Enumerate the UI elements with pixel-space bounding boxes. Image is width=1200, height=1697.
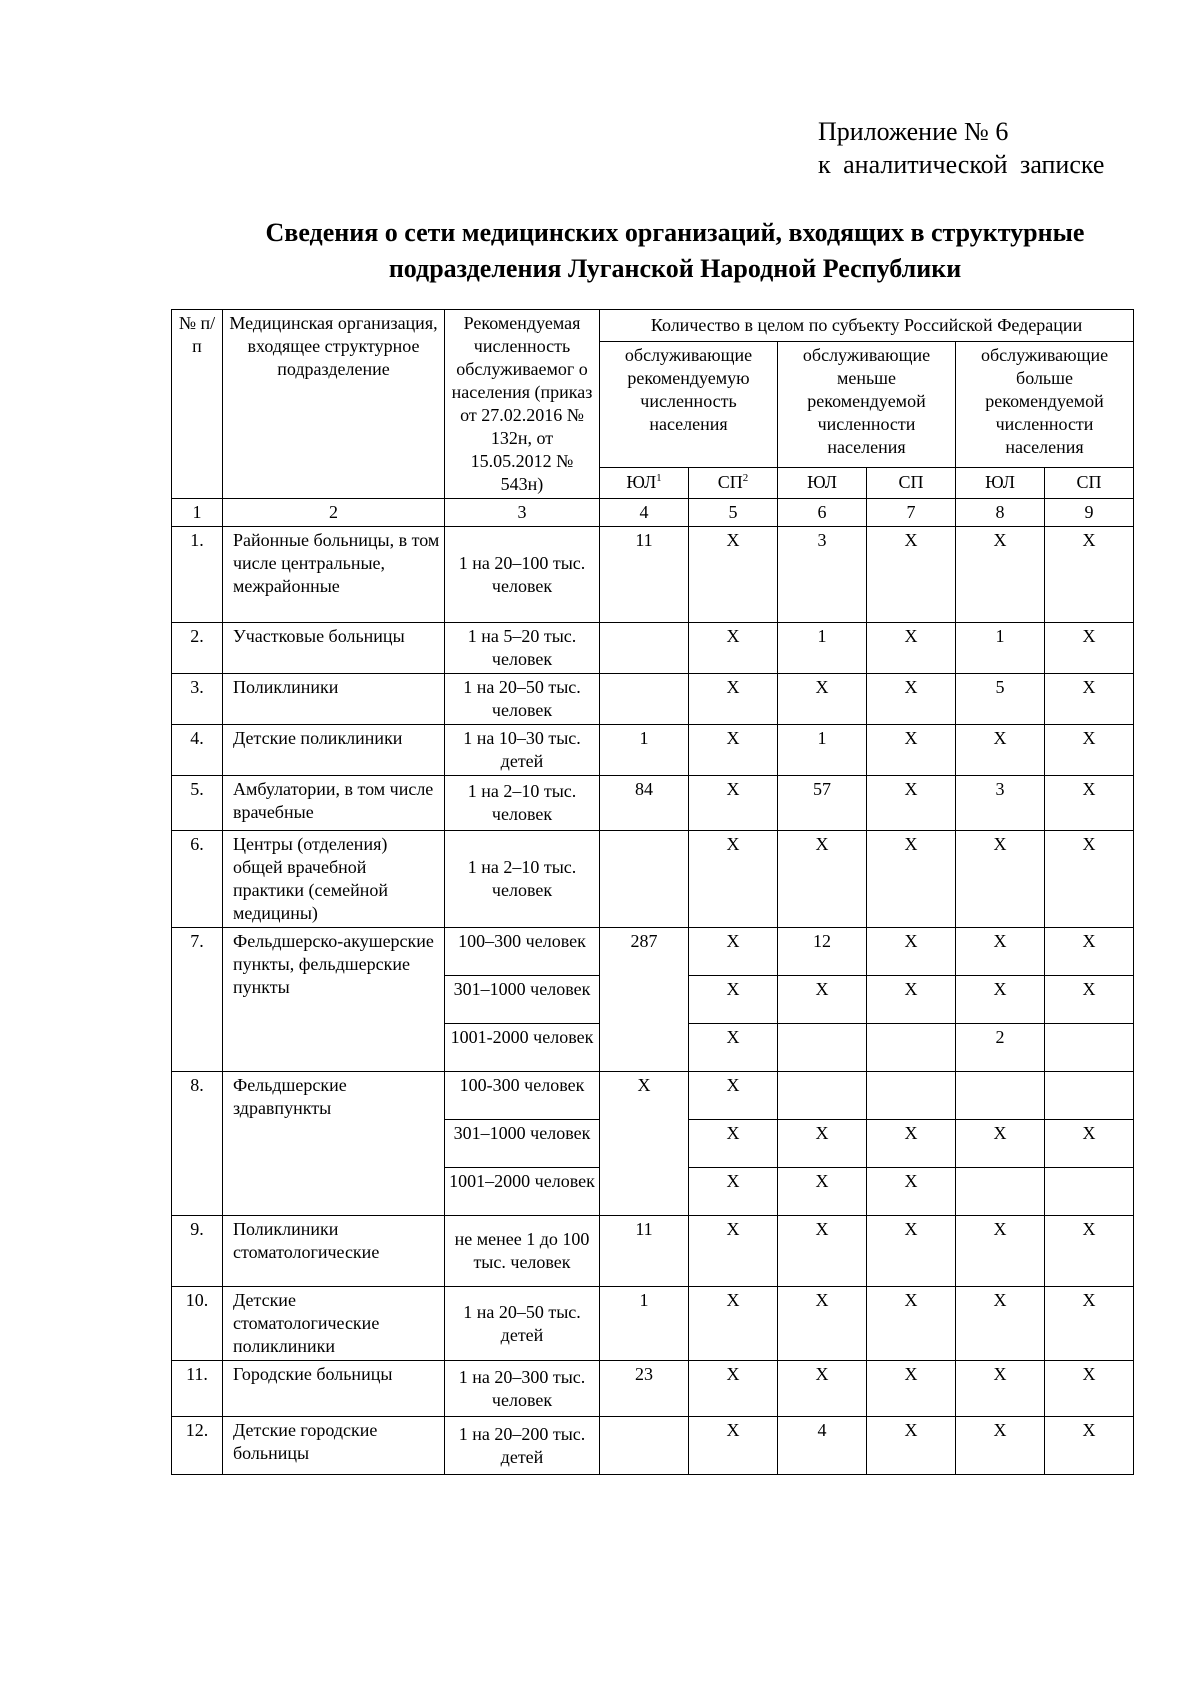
col-number: 5 [689,499,778,527]
value-col-7: Х [867,831,956,928]
recommended-population: 1001-2000 человек [445,1024,600,1072]
row-number: 11. [172,1361,223,1417]
organization-name: Участковые больницы [223,623,445,674]
recommended-population: 1 на 2–10 тыс. человек [445,831,600,928]
footnote-1: 1 [656,472,662,485]
organization-name: Детские стоматологические поликлиники [223,1287,445,1361]
value-col-6: 1 [778,725,867,776]
header-group-less: обслуживающие меньше рекомендуемой численности населения [778,342,956,468]
recommended-population: 100–300 человек [445,928,600,976]
value-col-9: Х [1045,623,1134,674]
value-col-9: Х [1045,928,1134,976]
value-col-9: Х [1045,527,1134,623]
value-col-9 [1045,1024,1134,1072]
value-col-6: 1 [778,623,867,674]
value-col-6: 57 [778,776,867,831]
value-col-9: Х [1045,1417,1134,1475]
table-row [172,831,1134,928]
header-sp-7: СП [867,467,956,498]
value-col-7: Х [867,976,956,1024]
row-number: 4. [172,725,223,776]
value-col-4: 1 [600,725,689,776]
value-col-7: Х [867,1216,956,1287]
value-col-4: 23 [600,1361,689,1417]
value-col-6: Х [778,1216,867,1287]
value-col-6: 4 [778,1417,867,1475]
value-col-5: Х [689,527,778,623]
row-number: 6. [172,831,223,928]
organization-name: Детские городские больницы [223,1417,445,1475]
value-col-5: Х [689,1072,778,1120]
organization-name: Районные больницы, в том числе центральные, межрайонные [223,527,445,623]
value-col-5: Х [689,1287,778,1361]
value-col-5: Х [689,623,778,674]
value-col-5: Х [689,928,778,976]
value-col-9: Х [1045,831,1134,928]
value-col-8: Х [956,928,1045,976]
table-row [172,623,1134,674]
value-col-8: Х [956,976,1045,1024]
col-number: 3 [445,499,600,527]
header-total: Количество в целом по субъекту Российской Федерации [600,310,1134,342]
value-col-8: Х [956,1120,1045,1168]
header-pop: Рекомендуемая численность обслуживаемог о населения (приказ от 27.02.2016 № 132н, от 15.05.2012 № 543н) [445,310,600,499]
value-col-7: Х [867,1168,956,1216]
value-col-8: Х [956,1216,1045,1287]
value-col-8: Х [956,1287,1045,1361]
value-col-9: Х [1045,776,1134,831]
value-col-5: Х [689,1417,778,1475]
table-row [172,674,1134,725]
value-col-7: Х [867,776,956,831]
value-col-5: Х [689,976,778,1024]
header-group-recommended: обслуживающие рекомендуемую численность населения [600,342,778,468]
organization-name: Центры (отделения) общей врачебной практики (семейной медицины) [223,831,445,928]
col-number: 4 [600,499,689,527]
value-col-8: Х [956,831,1045,928]
header-sp-9: СП [1045,467,1134,498]
col-number: 9 [1045,499,1134,527]
value-col-8: Х [956,1417,1045,1475]
col-number: 6 [778,499,867,527]
table-row [172,725,1134,776]
column-numbers-row [172,499,1134,527]
recommended-population: 301–1000 человек [445,976,600,1024]
value-col-4: 11 [600,1216,689,1287]
value-col-7: Х [867,674,956,725]
value-col-9: Х [1045,976,1134,1024]
value-col-9: Х [1045,1287,1134,1361]
value-col-6: Х [778,1168,867,1216]
row-number: 2. [172,623,223,674]
header-yul-4: $ЮЛ^1$ [600,467,689,498]
table-row [172,776,1134,831]
value-col-4: 1 [600,1287,689,1361]
row-number: 7. [172,928,223,1072]
value-col-8: 1 [956,623,1045,674]
table-row [172,1072,1134,1120]
value-col-5: Х [689,1024,778,1072]
title-line2: подразделения Луганской Народной Республики [388,254,962,283]
recommended-population: 301–1000 человек [445,1120,600,1168]
value-col-8: Х [956,527,1045,623]
row-number: 1. [172,527,223,623]
organization-name: Амбулатории, в том числе врачебные [223,776,445,831]
value-col-9: Х [1045,725,1134,776]
value-col-6: 12 [778,928,867,976]
recommended-population: 1 на 20–50 тыс. человек [445,674,600,725]
row-number: 9. [172,1216,223,1287]
value-col-6 [778,1024,867,1072]
header-yul-6: ЮЛ [778,467,867,498]
value-col-5: Х [689,725,778,776]
value-col-7: Х [867,1287,956,1361]
row-number: 10. [172,1287,223,1361]
table-row [172,1361,1134,1417]
value-col-7: Х [867,1361,956,1417]
value-col-6 [778,1072,867,1120]
organization-name: Поликлиники [223,674,445,725]
value-col-6: Х [778,674,867,725]
header-org: Медицинская организация, входящее структурное подразделение [223,310,445,499]
value-col-9: Х [1045,1216,1134,1287]
recommended-population: 1 на 5–20 тыс. человек [445,623,600,674]
value-col-8: 5 [956,674,1045,725]
value-col-9: Х [1045,674,1134,725]
value-col-4 [600,831,689,928]
table-row [172,1287,1134,1361]
table-row [172,527,1134,623]
value-col-5: Х [689,1361,778,1417]
value-col-6: Х [778,831,867,928]
recommended-population: 1 на 20–100 тыс. человек [445,527,600,623]
value-col-4 [600,674,689,725]
value-col-5: Х [689,831,778,928]
value-col-4: 287 [600,928,689,1072]
organization-name: Фельдшерско-акушерские пункты, фельдшерские пункты [223,928,445,1072]
value-col-9 [1045,1168,1134,1216]
value-col-6: 3 [778,527,867,623]
organization-name: Фельдшерские здравпункты [223,1072,445,1216]
appendix-line2: к аналитической записке [818,150,1105,179]
value-col-5: Х [689,1168,778,1216]
col-number: 2 [223,499,445,527]
table-row [172,928,1134,976]
value-col-6: Х [778,976,867,1024]
header-yul-8: ЮЛ [956,467,1045,498]
value-col-8 [956,1168,1045,1216]
value-col-7: Х [867,623,956,674]
title-line1: Сведения о сети медицинских организаций, входящих в структурные [265,218,1085,247]
value-col-7 [867,1024,956,1072]
row-number: 8. [172,1072,223,1216]
organizations-table [171,309,1134,1475]
recommended-population: 1 на 10–30 тыс. детей [445,725,600,776]
value-col-8: Х [956,1361,1045,1417]
recommended-population: 1 на 2–10 тыс. человек [445,776,600,831]
value-col-9: Х [1045,1120,1134,1168]
table-row [172,1216,1134,1287]
value-col-4 [600,623,689,674]
value-col-7: Х [867,527,956,623]
value-col-7: Х [867,1120,956,1168]
row-number: 5. [172,776,223,831]
organization-name: Детские поликлиники [223,725,445,776]
recommended-population: 100-300 человек [445,1072,600,1120]
appendix-label [818,115,1104,181]
col-number: 8 [956,499,1045,527]
organization-name: Городские больницы [223,1361,445,1417]
header-num: № п/п [172,310,223,499]
value-col-6: Х [778,1120,867,1168]
value-col-5: Х [689,776,778,831]
value-col-9 [1045,1072,1134,1120]
value-col-9: Х [1045,1361,1134,1417]
value-col-8: Х [956,725,1045,776]
recommended-population: 1001–2000 человек [445,1168,600,1216]
value-col-7 [867,1072,956,1120]
value-col-6: Х [778,1361,867,1417]
document-title [215,215,1135,287]
value-col-8: 3 [956,776,1045,831]
value-col-7: Х [867,928,956,976]
value-col-7: Х [867,1417,956,1475]
recommended-population: 1 на 20–200 тыс. детей [445,1417,600,1475]
value-col-8: 2 [956,1024,1045,1072]
value-col-7: Х [867,725,956,776]
value-col-4: 84 [600,776,689,831]
value-col-5: Х [689,1216,778,1287]
row-number: 12. [172,1417,223,1475]
row-number: 3. [172,674,223,725]
value-col-6: Х [778,1287,867,1361]
table-row [172,1417,1134,1475]
recommended-population: 1 на 20–50 тыс. детей [445,1287,600,1361]
header-group-more: обслуживающие больше рекомендуемой численности населения [956,342,1134,468]
footnote-2: 2 [742,472,749,485]
col-number: 1 [172,499,223,527]
recommended-population: не менее 1 до 100 тыс. человек [445,1216,600,1287]
col-number: 7 [867,499,956,527]
value-col-4: Х [600,1072,689,1216]
header-sp-5: $СП^2$ [689,467,778,498]
appendix-line1: Приложение № 6 [818,117,1009,146]
value-col-5: Х [689,1120,778,1168]
value-col-5: Х [689,674,778,725]
value-col-8 [956,1072,1045,1120]
organization-name: Поликлиники стоматологические [223,1216,445,1287]
value-col-4 [600,1417,689,1475]
value-col-4: 11 [600,527,689,623]
recommended-population: 1 на 20–300 тыс. человек [445,1361,600,1417]
